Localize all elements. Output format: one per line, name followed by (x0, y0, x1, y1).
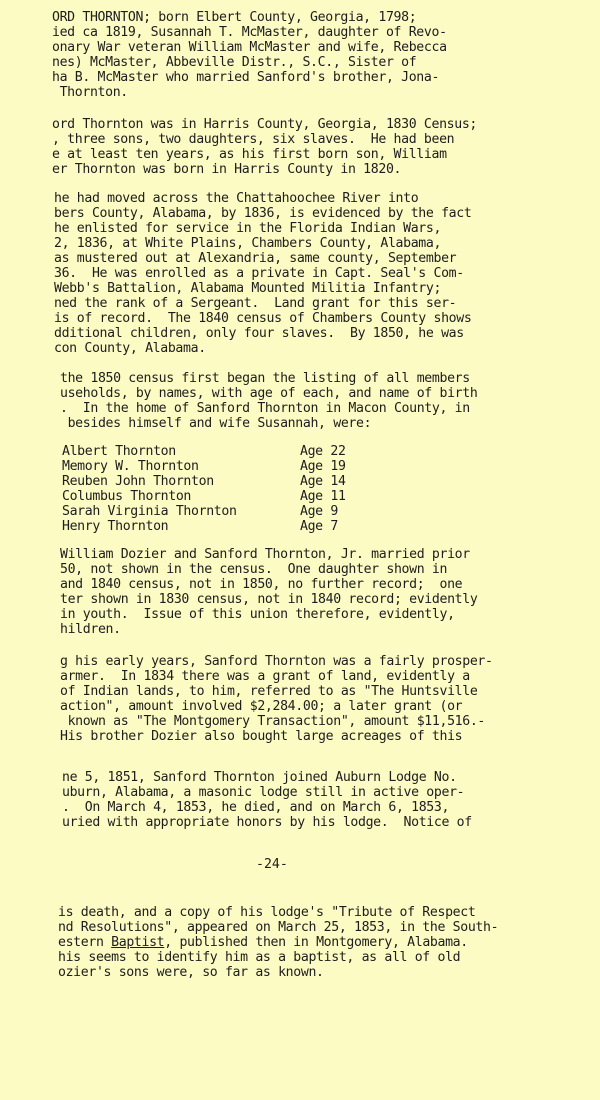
text-line: ied ca 1819, Susannah T. McMaster, daughter of Revo- (52, 25, 447, 40)
census-name: Albert Thornton (62, 444, 176, 459)
text-line: . On March 4, 1853, he died, and on March 6, 1853, (62, 800, 450, 815)
text-line: nd Resolutions", appeared on March 25, 1853, in the South- (58, 920, 499, 935)
text-line: he enlisted for service in the Florida Indian Wars, (54, 221, 442, 236)
census-name: Memory W. Thornton (62, 459, 199, 474)
paragraph-chambers-county (54, 191, 471, 356)
census-age: Age 11 (300, 489, 346, 504)
text-line: besides himself and wife Susannah, were: (60, 416, 372, 431)
paragraph-tribute (58, 905, 498, 980)
text-line: he had moved across the Chattahoochee River into (54, 191, 419, 206)
text-line: 36. He was enrolled as a private in Capt. Seal's Com- (54, 266, 464, 281)
text-line: 50, not shown in the census. One daughter shown in (60, 562, 448, 577)
census-age: Age 19 (300, 459, 346, 474)
paragraph-auburn-lodge (62, 770, 472, 830)
text-line: ne 5, 1851, Sanford Thornton joined Auburn Lodge No. (62, 770, 457, 785)
paragraph-birth-marriage (52, 10, 447, 100)
text-line: action", amount involved $2,284.00; a later grant (or (60, 699, 463, 714)
census-age: Age 7 (300, 519, 338, 534)
census-age: Age 22 (300, 444, 346, 459)
text-line (58, 935, 498, 950)
newspaper-title: Baptist (111, 935, 165, 950)
census-age: Age 9 (300, 504, 338, 519)
census-name: Reuben John Thornton (62, 474, 214, 489)
text-line: armer. In 1834 there was a grant of land, evidently a (60, 669, 470, 684)
text-line: er Thornton was born in Harris County in 1820. (52, 162, 402, 177)
text-line: is death, and a copy of his lodge's "Tribute of Respect (58, 905, 476, 920)
text-run: , published then in Montgomery, Alabama. (164, 935, 468, 950)
text-line: His brother Dozier also bought large acreages of this (60, 729, 463, 744)
text-line: g his early years, Sanford Thornton was a fairly prosper- (60, 654, 493, 669)
text-line: his seems to identify him as a baptist, as all of old (58, 950, 461, 965)
page-number: -24- (256, 857, 288, 872)
text-line: Thornton. (52, 85, 128, 100)
text-line: is of record. The 1840 census of Chambers County shows (54, 311, 472, 326)
paragraph-children-notes (60, 547, 477, 637)
paragraph-land-grants (60, 654, 493, 744)
census-name: Sarah Virginia Thornton (62, 504, 237, 519)
text-line: uried with appropriate honors by his lodge. Notice of (62, 815, 472, 830)
text-line: in youth. Issue of this union therefore, evidently, (60, 607, 455, 622)
paragraph-1850-census (60, 371, 477, 431)
census-name: Columbus Thornton (62, 489, 192, 504)
text-line: dditional children, only four slaves. By 1850, he was (54, 326, 464, 341)
text-line: ORD THORNTON; born Elbert County, Georgia, 1798; (52, 10, 417, 25)
text-line: onary War veteran William McMaster and wife, Rebecca (52, 40, 447, 55)
paragraph-harris-county (52, 117, 477, 177)
text-line: the 1850 census first began the listing of all members (60, 371, 470, 386)
text-line: and 1840 census, not in 1850, no further record; one (60, 577, 463, 592)
text-line: ozier's sons were, so far as known. (58, 965, 324, 980)
text-line: bers County, Alabama, by 1836, is evidenced by the fact (54, 206, 472, 221)
text-line: . In the home of Sanford Thornton in Macon County, in (60, 401, 470, 416)
text-run: estern (58, 935, 112, 950)
text-line: useholds, by names, with age of each, and name of birth (60, 386, 478, 401)
text-line: known as "The Montgomery Transaction", amount $11,516.- (60, 714, 486, 729)
text-line: hildren. (60, 622, 121, 637)
census-name: Henry Thornton (62, 519, 169, 534)
text-line: con County, Alabama. (54, 341, 206, 356)
text-line: ter shown in 1830 census, not in 1840 record; evidently (60, 592, 478, 607)
text-line: of Indian lands, to him, referred to as "The Huntsville (60, 684, 478, 699)
text-line: Webb's Battalion, Alabama Mounted Militia Infantry; (54, 281, 442, 296)
text-line: nes) McMaster, Abbeville Distr., S.C., Sister of (52, 55, 417, 70)
text-line: ha B. McMaster who married Sanford's brother, Jona- (52, 70, 440, 85)
text-line: William Dozier and Sanford Thornton, Jr. married prior (60, 547, 470, 562)
text-line: ord Thornton was in Harris County, Georgia, 1830 Census; (52, 117, 478, 132)
text-line: uburn, Alabama, a masonic lodge still in active oper- (62, 785, 465, 800)
text-line: ned the rank of a Sergeant. Land grant for this ser- (54, 296, 457, 311)
census-age: Age 14 (300, 474, 346, 489)
text-line: 2, 1836, at White Plains, Chambers County, Alabama, (54, 236, 442, 251)
text-line: as mustered out at Alexandria, same county, September (54, 251, 457, 266)
text-line: , three sons, two daughters, six slaves. He had been (52, 132, 455, 147)
text-line: e at least ten years, as his first born son, William (52, 147, 447, 162)
